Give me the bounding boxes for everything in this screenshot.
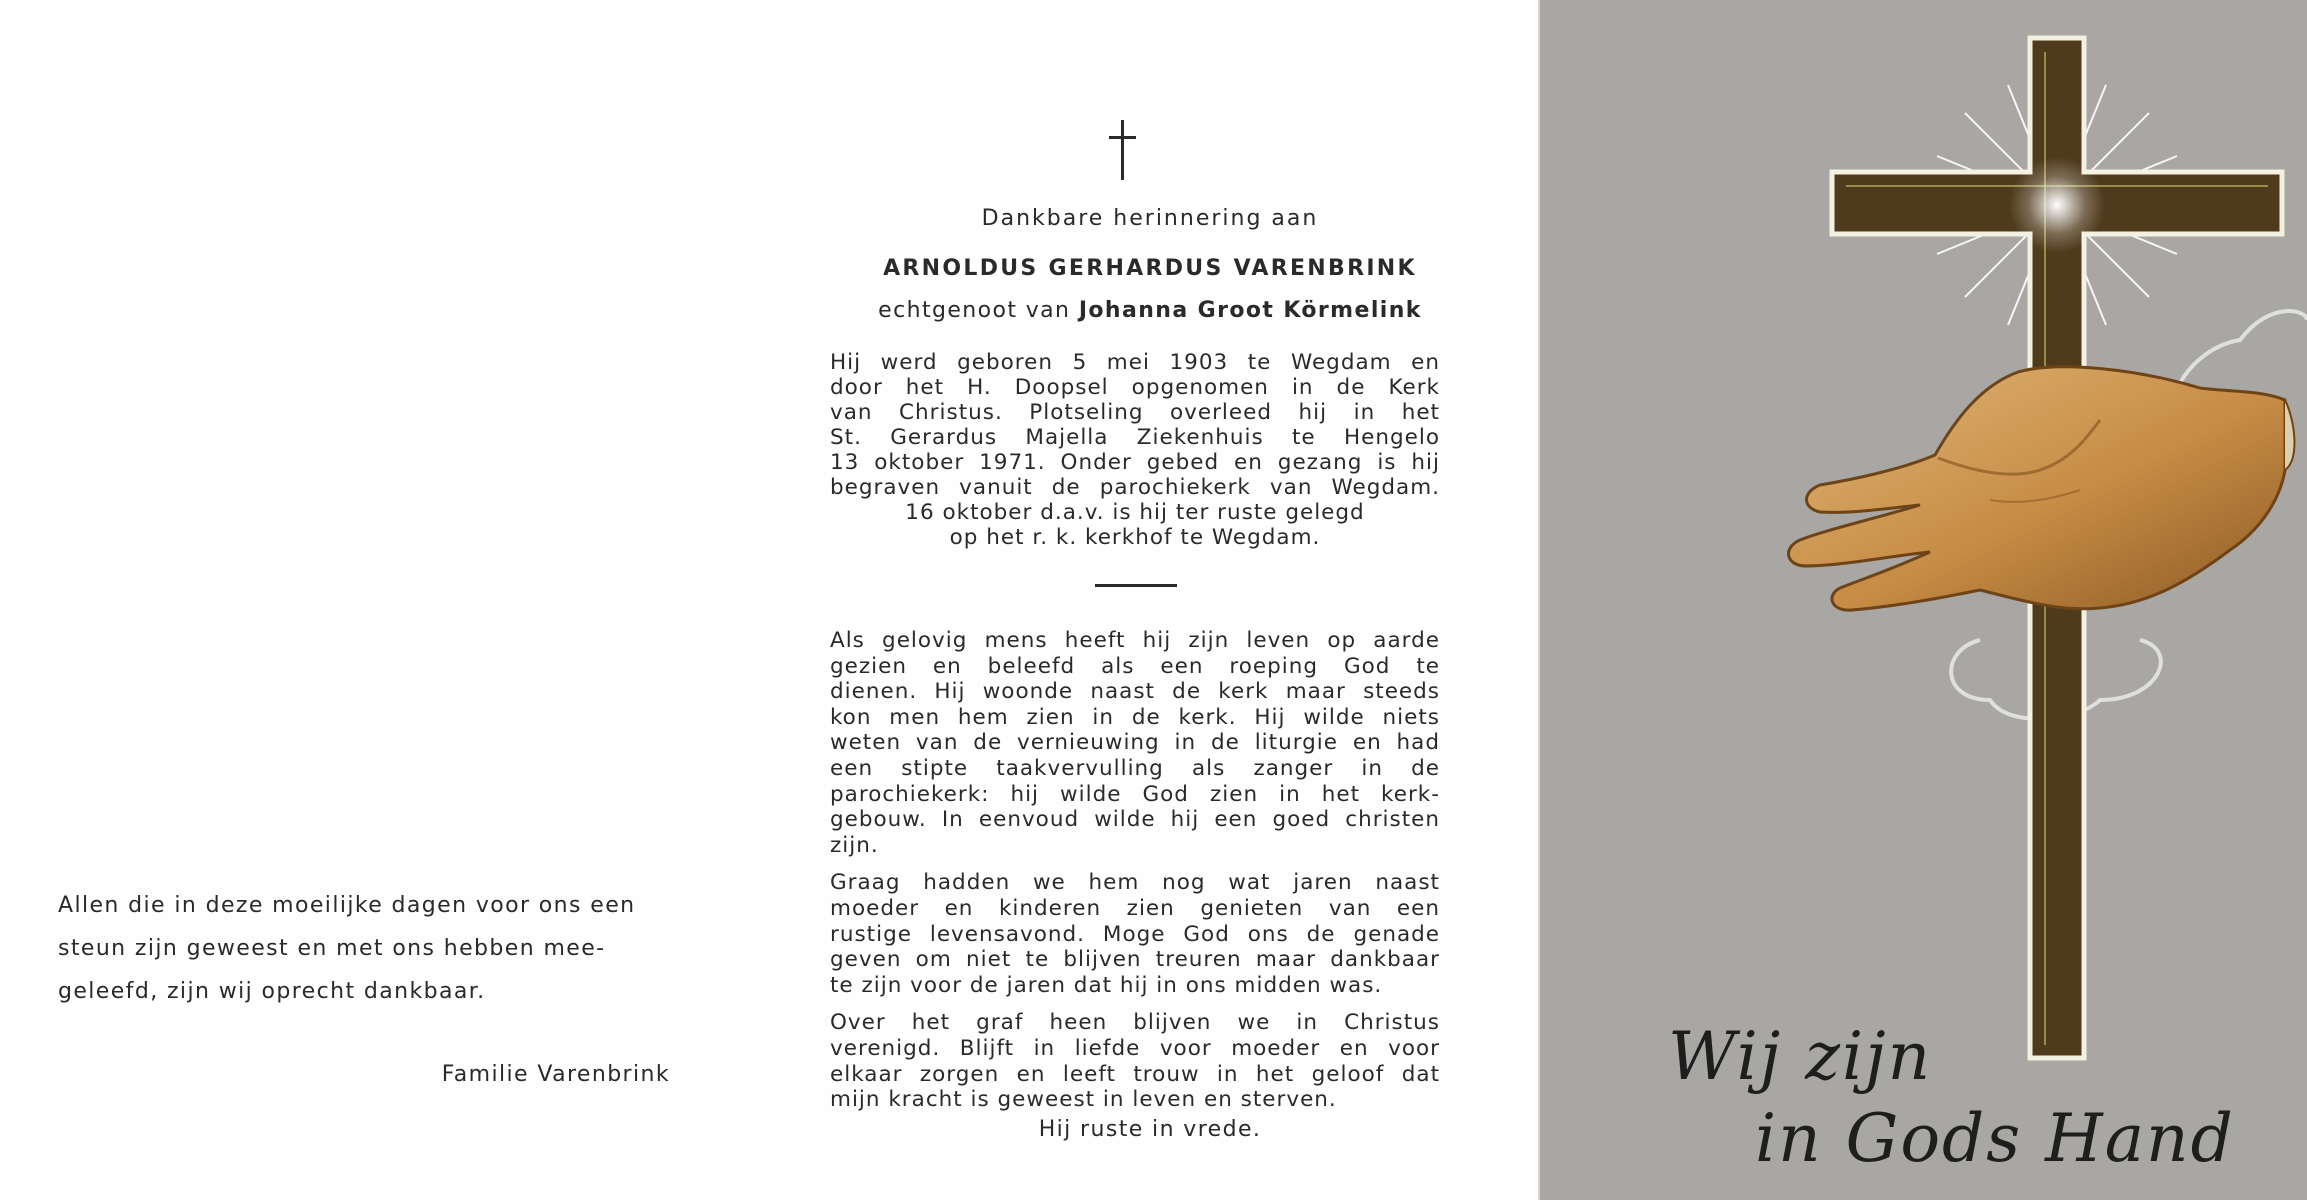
text-line: gebouw. In eenvoud wilde hij een goed christen xyxy=(830,807,1440,833)
text-line: zijn. xyxy=(830,832,879,858)
bio-line: door het H. Doopsel opgenomen in de Kerk xyxy=(830,375,1440,400)
text-line: een stipte taakvervulling als zanger in de xyxy=(830,755,1440,781)
left-panel xyxy=(0,0,760,1200)
cross-icon xyxy=(1103,118,1143,182)
text-line: Over het graf heen blijven we in Christus xyxy=(830,1010,1440,1036)
thanks-line: steun zijn geweest en met ons hebben mee- xyxy=(58,936,606,961)
bio-line: Hij werd geboren 5 mei 1903 te Wegdam en xyxy=(830,350,1440,375)
intro-text: Dankbare herinnering aan xyxy=(981,206,1319,231)
open-hand xyxy=(1789,367,2295,610)
family-signature: Familie Varenbrink xyxy=(441,1062,670,1087)
text-line: weten van de vernieuwing in de liturgie en had xyxy=(830,730,1440,756)
text-line: Graag hadden we hem nog wat jaren naast xyxy=(830,870,1440,896)
thanks-text xyxy=(58,884,670,1013)
bio-line: op het r. k. kerkhof te Wegdam. xyxy=(949,525,1321,550)
text-line: Als gelovig mens heeft hij zijn leven op aarde xyxy=(830,628,1440,653)
closing-text: Hij ruste in vrede. xyxy=(1038,1117,1262,1142)
paragraph xyxy=(830,628,1440,858)
thanks-line: geleefd, zijn wij oprecht dankbaar. xyxy=(58,979,486,1004)
bio-line: begraven vanuit de parochiekerk van Wegdam. xyxy=(830,475,1440,500)
biography xyxy=(830,350,1440,550)
bio-line: 16 oktober d.a.v. is hij ter ruste gelegd xyxy=(905,500,1365,525)
deceased-name: ARNOLDUS GERHARDUS VARENBRINK xyxy=(883,256,1417,281)
text-line: geven om niet te blijven treuren maar dankbaar xyxy=(830,947,1440,973)
memorial-text xyxy=(830,628,1440,1125)
text-line: parochiekerk: hij wilde God zien in het kerk- xyxy=(830,781,1440,807)
script-title-line2: in Gods Hand xyxy=(1755,1100,2235,1177)
text-line: elkaar zorgen en leeft trouw in het geloof dat xyxy=(830,1061,1440,1087)
spouse-name: Johanna Groot Körmelink xyxy=(1078,298,1422,323)
text-line: rustige levensavond. Moge God ons de genade xyxy=(830,921,1440,947)
text-line: gezien en beleefd als een roeping God te xyxy=(830,653,1440,679)
text-line: dienen. Hij woonde naast de kerk maar steeds xyxy=(830,679,1440,705)
light-burst xyxy=(2009,157,2105,253)
text-line: moeder en kinderen zien genieten van een xyxy=(830,895,1440,921)
bio-line: 13 oktober 1971. Onder gebed en gezang is hij xyxy=(830,450,1440,475)
devotional-image-panel xyxy=(1540,0,2307,1200)
script-title-line1: Wij zijn xyxy=(1668,1018,1933,1095)
bio-line: St. Gerardus Majella Ziekenhuis te Hengelo xyxy=(830,425,1440,450)
spouse-prefix: echtgenoot van xyxy=(878,298,1071,323)
text-line: kon men hem zien in de kerk. Hij wilde niets xyxy=(830,704,1440,730)
divider xyxy=(1095,584,1177,587)
thanks-line: Allen die in deze moeilijke dagen voor ons een xyxy=(58,893,636,918)
spouse-line xyxy=(820,298,1480,323)
bio-line: van Christus. Plotseling overleed hij in het xyxy=(830,400,1440,425)
paragraph xyxy=(830,870,1440,998)
text-line: te zijn voor de jaren dat hij in ons midden was. xyxy=(830,972,1383,998)
paragraph xyxy=(830,1010,1440,1112)
text-line: verenigd. Blijft in liefde voor moeder en voor xyxy=(830,1035,1440,1061)
text-line: mijn kracht is geweest in leven en sterven. xyxy=(830,1087,1337,1113)
